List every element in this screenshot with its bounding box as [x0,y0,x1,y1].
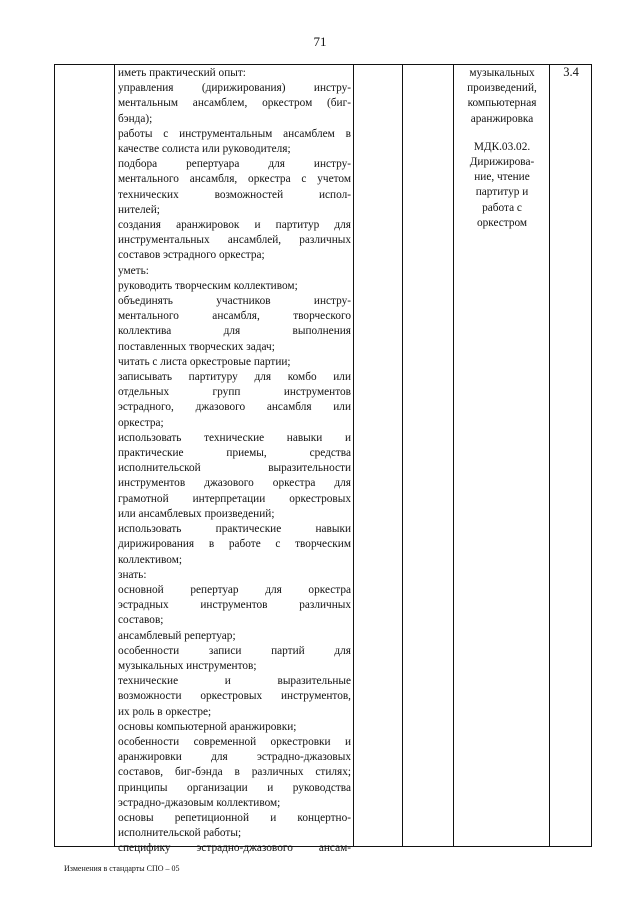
text-line: их роль в оркестре; [118,705,212,718]
text-line: практические приемы, средства [118,447,351,460]
text-line: подбора репертуара для инстру- [118,158,351,171]
text-line: поставленных творческих задач; [118,340,275,353]
text-line: бэнда); [118,112,153,125]
mdk-line: оркестром [476,216,528,229]
text-line: составов; [118,614,164,627]
column-divider [353,64,354,847]
table-right-border [591,64,592,847]
table-top-border [54,64,591,65]
text-line: объединять участников инстру- [118,295,351,308]
text-line: знать: [118,568,147,581]
text-line: грамотной интерпретации оркестровых [118,492,351,505]
text-line: особенности записи партий для [118,644,351,657]
mdk-module-text [457,140,547,231]
footer-note: Изменения в стандарты СПО – 05 [64,864,180,873]
text-line: технических возможностей испол- [118,188,351,201]
text-line: коллективом; [118,553,183,566]
text-line: технические и выразительные [118,675,351,688]
text-line: дирижирования в работе с творческим [118,538,351,551]
text-line: эстрадного, джазового ансамбля или [118,401,351,414]
text-line: нителей; [118,203,160,216]
text-line: основной репертуар для оркестра [118,583,351,596]
text-line: иметь практический опыт: [118,67,246,79]
text-line: руководить творческим коллективом; [118,279,298,292]
text-line: ментального ансамбля, творческого [118,310,351,323]
mdk-line: партитур и [475,186,529,199]
text-line: принципы организации и руководства [118,781,351,794]
text-line: работы с инструментальным ансамблем в [118,127,351,140]
text-line: составов эстрадного оркестра; [118,249,265,262]
table-left-border [54,64,55,847]
text-line: исполнительской выразительности [118,462,351,475]
competence-code: 3.4 [563,65,579,79]
column-divider [453,64,454,847]
text-line: создания аранжировок и партитур для [118,219,351,232]
text-line: коллектива для выполнения [118,325,351,338]
page-number: 71 [313,34,327,49]
text-line: музыкальных инструментов; [118,659,257,672]
text-line: особенности современной оркестровки и [118,735,351,748]
mdk-line: ние, чтение [474,171,530,184]
text-line: использовать технические навыки и [118,431,351,444]
text-line: ментального ансамбля, оркестра с учетом [118,173,351,186]
mdk-line: работа с [482,201,522,214]
text-line: отдельных групп инструментов [118,386,351,399]
text-line: ментальным ансамблем, оркестром (биг- [118,97,351,110]
text-line: качестве солиста или руководителя; [118,143,291,156]
text-line: или ансамблевых произведений; [118,507,275,520]
text-line: специфику эстрадно-джазового ансам- [118,842,351,855]
text-line: записывать партитуру для комбо или [118,371,351,384]
text-line: основы репетиционной и концертно- [118,811,351,824]
mdk-line: компьютерная [467,97,537,110]
mdk-line: Дирижирова- [469,156,535,169]
text-line: исполнительской работы; [118,827,242,840]
column-divider [402,64,403,847]
text-line: управления (дирижирования) инстру- [118,82,351,95]
skills-knowledge-cell [118,66,351,857]
text-line: использовать практические навыки [118,523,351,536]
text-line: эстрадно-джазовым коллективом; [118,796,281,809]
text-line: возможности оркестровых инструментов, [118,690,351,703]
text-line: эстрадных инструментов различных [118,599,351,612]
text-line: составов, биг-бэнда в различных стилях; [118,766,351,779]
column-divider [549,64,550,847]
text-line: ансамблевый репертуар; [118,629,236,642]
mdk-top-text [457,66,547,127]
text-line: читать с листа оркестровые партии; [118,355,291,368]
mdk-line: музыкальных [469,67,535,79]
text-line: инструментов джазового оркестра для [118,477,351,490]
text-line: оркестра; [118,416,164,429]
mdk-line: аранжировка [470,112,534,125]
text-line: аранжировки для эстрадно-джазовых [118,751,351,764]
mdk-cell [457,66,547,231]
text-line: инструментальных ансамблей, различных [118,234,351,247]
mdk-line: произведений, [467,82,537,95]
mdk-line: МДК.03.02. [473,140,531,153]
column-divider [114,64,115,847]
text-line: уметь: [118,264,149,277]
text-line: основы компьютерной аранжировки; [118,720,297,733]
